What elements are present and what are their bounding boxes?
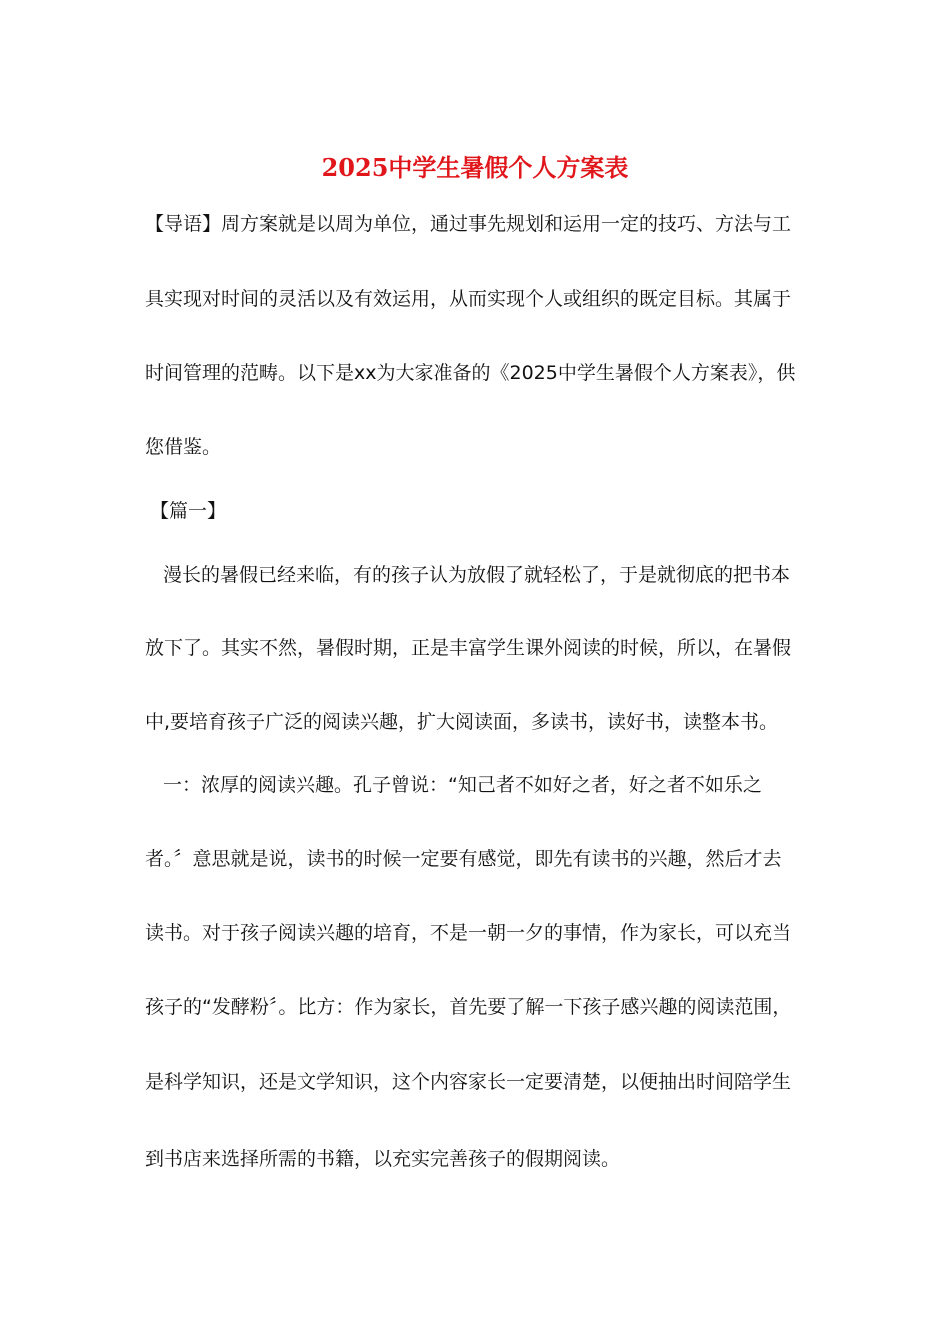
text-line: 具实现对时间的灵活以及有效运用，从而实现个人或组织的既定目标。其属于 [145, 288, 792, 310]
text-line: 中,要培育孩子广泛的阅读兴趣，扩大阅读面，多读书，读好书，读整本书。 [145, 711, 779, 733]
text-line: 您借鉴。 [145, 436, 222, 458]
text-line: 时间管理的范畴。以下是xx为大家准备的《2025中学生暑假个人方案表》，供 [145, 362, 796, 384]
text-line: 【导语】周方案就是以周为单位，通过事先规划和运用一定的技巧、方法与工 [145, 213, 792, 235]
section-heading: 【篇一】 [150, 500, 227, 522]
text-line: 者。〞意思就是说，读书的时候一定要有感觉，即先有读书的兴趣，然后才去 [145, 848, 782, 870]
text-line: 漫长的暑假已经来临，有的孩子认为放假了就轻松了，于是就彻底的把书本 [163, 564, 791, 586]
document-title: 2025中学生暑假个人方案表 [321, 153, 629, 182]
text-line: 一：浓厚的阅读兴趣。孔子曾说：“知己者不如好之者，好之者不如乐之 [163, 774, 762, 796]
text-line: 孩子的“发酵粉〞。比方：作为家长，首先要了解一下孩子感兴趣的阅读范围， [145, 996, 792, 1018]
text-line: 读书。对于孩子阅读兴趣的培育，不是一朝一夕的事情，作为家长，可以充当 [145, 922, 792, 944]
text-line: 到书店来选择所需的书籍，以充实完善孩子的假期阅读。 [145, 1148, 621, 1170]
text-line: 放下了。其实不然，暑假时期，正是丰富学生课外阅读的时候，所以，在暑假 [145, 637, 792, 659]
text-line: 是科学知识，还是文学知识，这个内容家长一定要清楚，以便抽出时间陪学生 [145, 1071, 792, 1093]
